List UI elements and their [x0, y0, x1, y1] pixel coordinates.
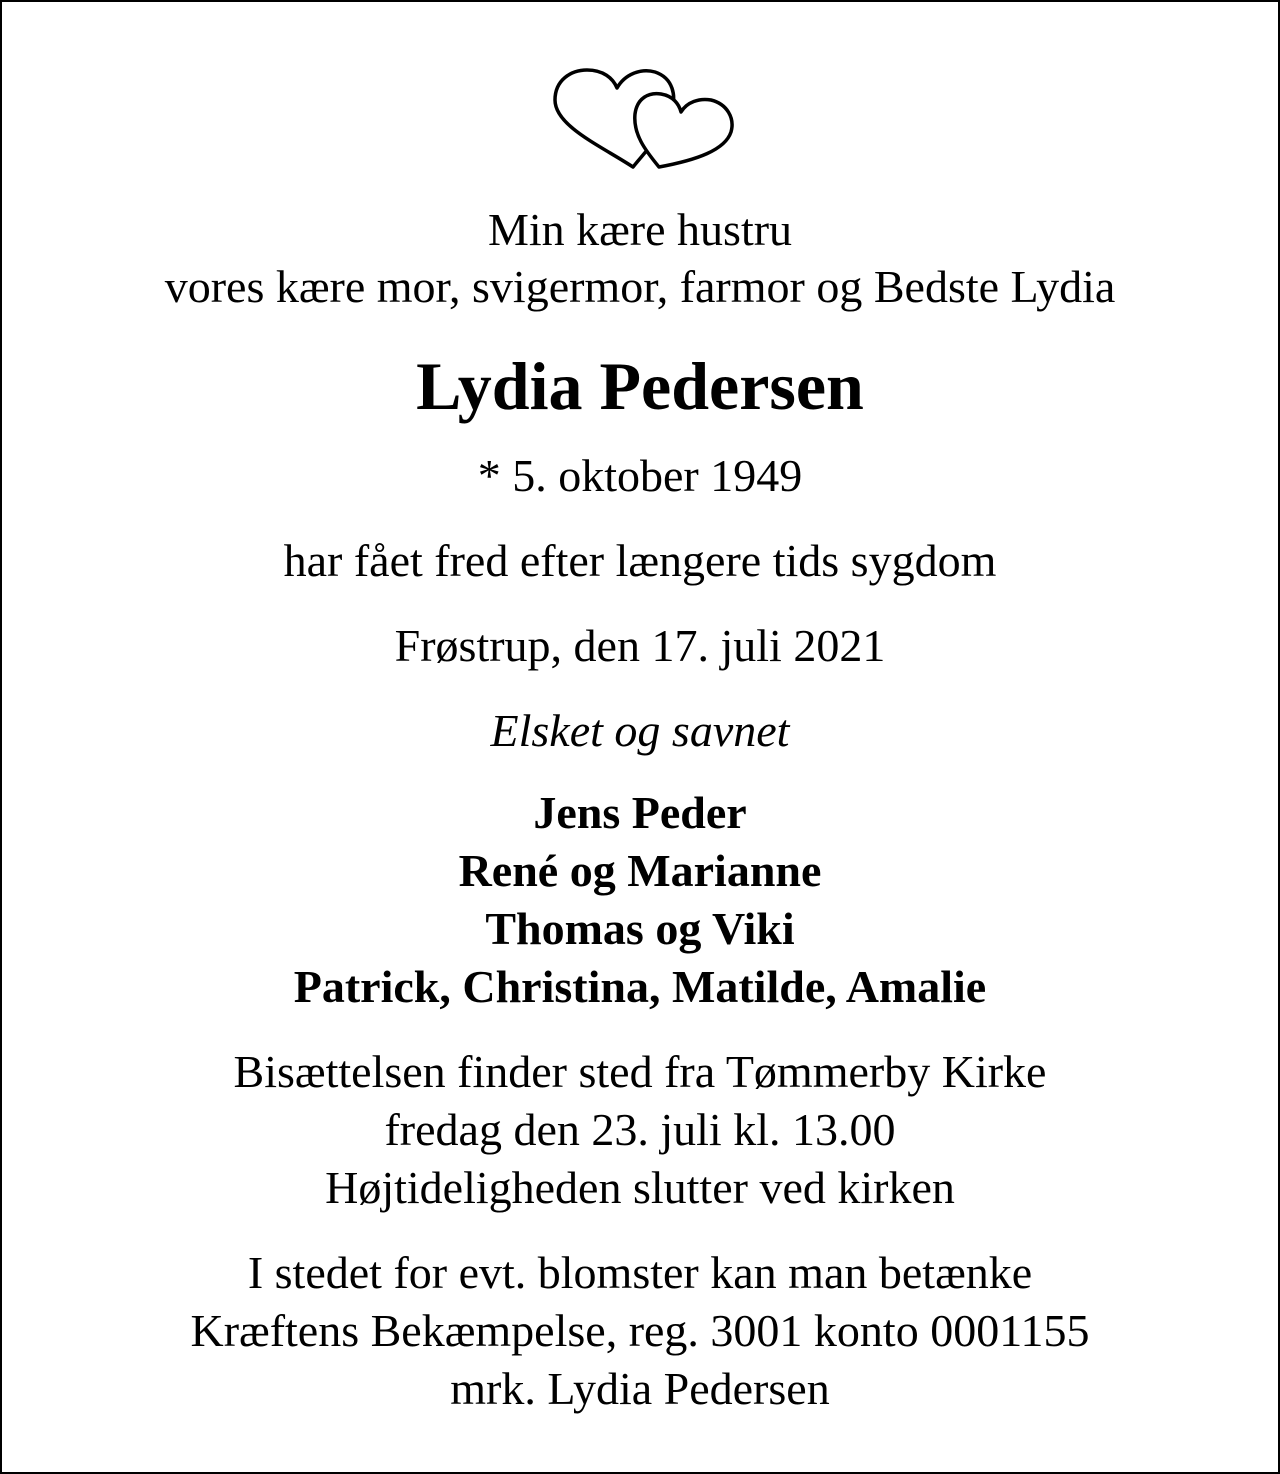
peace-text: har fået fred efter længere tids sygdom	[283, 535, 997, 586]
loved-text: Elsket og savnet	[490, 705, 790, 756]
deceased-name: Lydia Pedersen	[416, 348, 864, 424]
intro-line-1: Min kære hustru	[487, 204, 793, 255]
intro-line-2: vores kære mor, svigermor, farmor og Bedste Lydia	[164, 261, 1116, 312]
family-line-3: Thomas og Viki	[485, 903, 795, 954]
donation-line-3: mrk. Lydia Pedersen	[450, 1363, 830, 1414]
funeral-line-2: fredag den 23. juli kl. 13.00	[384, 1104, 896, 1155]
place-date: Frøstrup, den 17. juli 2021	[394, 620, 886, 671]
family-line-4: Patrick, Christina, Matilde, Amalie	[293, 961, 987, 1012]
birth-date: * 5. oktober 1949	[477, 450, 803, 501]
two-hearts-icon	[547, 64, 739, 172]
family-line-1: Jens Peder	[533, 787, 747, 838]
funeral-line-1: Bisættelsen finder sted fra Tømmerby Kirke	[233, 1046, 1047, 1097]
donation-line-2: Kræftens Bekæmpelse, reg. 3001 konto 0001155	[190, 1305, 1090, 1356]
funeral-line-3: Højtideligheden slutter ved kirken	[325, 1162, 955, 1213]
family-line-2: René og Marianne	[458, 845, 822, 896]
donation-line-1: I stedet for evt. blomster kan man betænke	[247, 1247, 1033, 1298]
